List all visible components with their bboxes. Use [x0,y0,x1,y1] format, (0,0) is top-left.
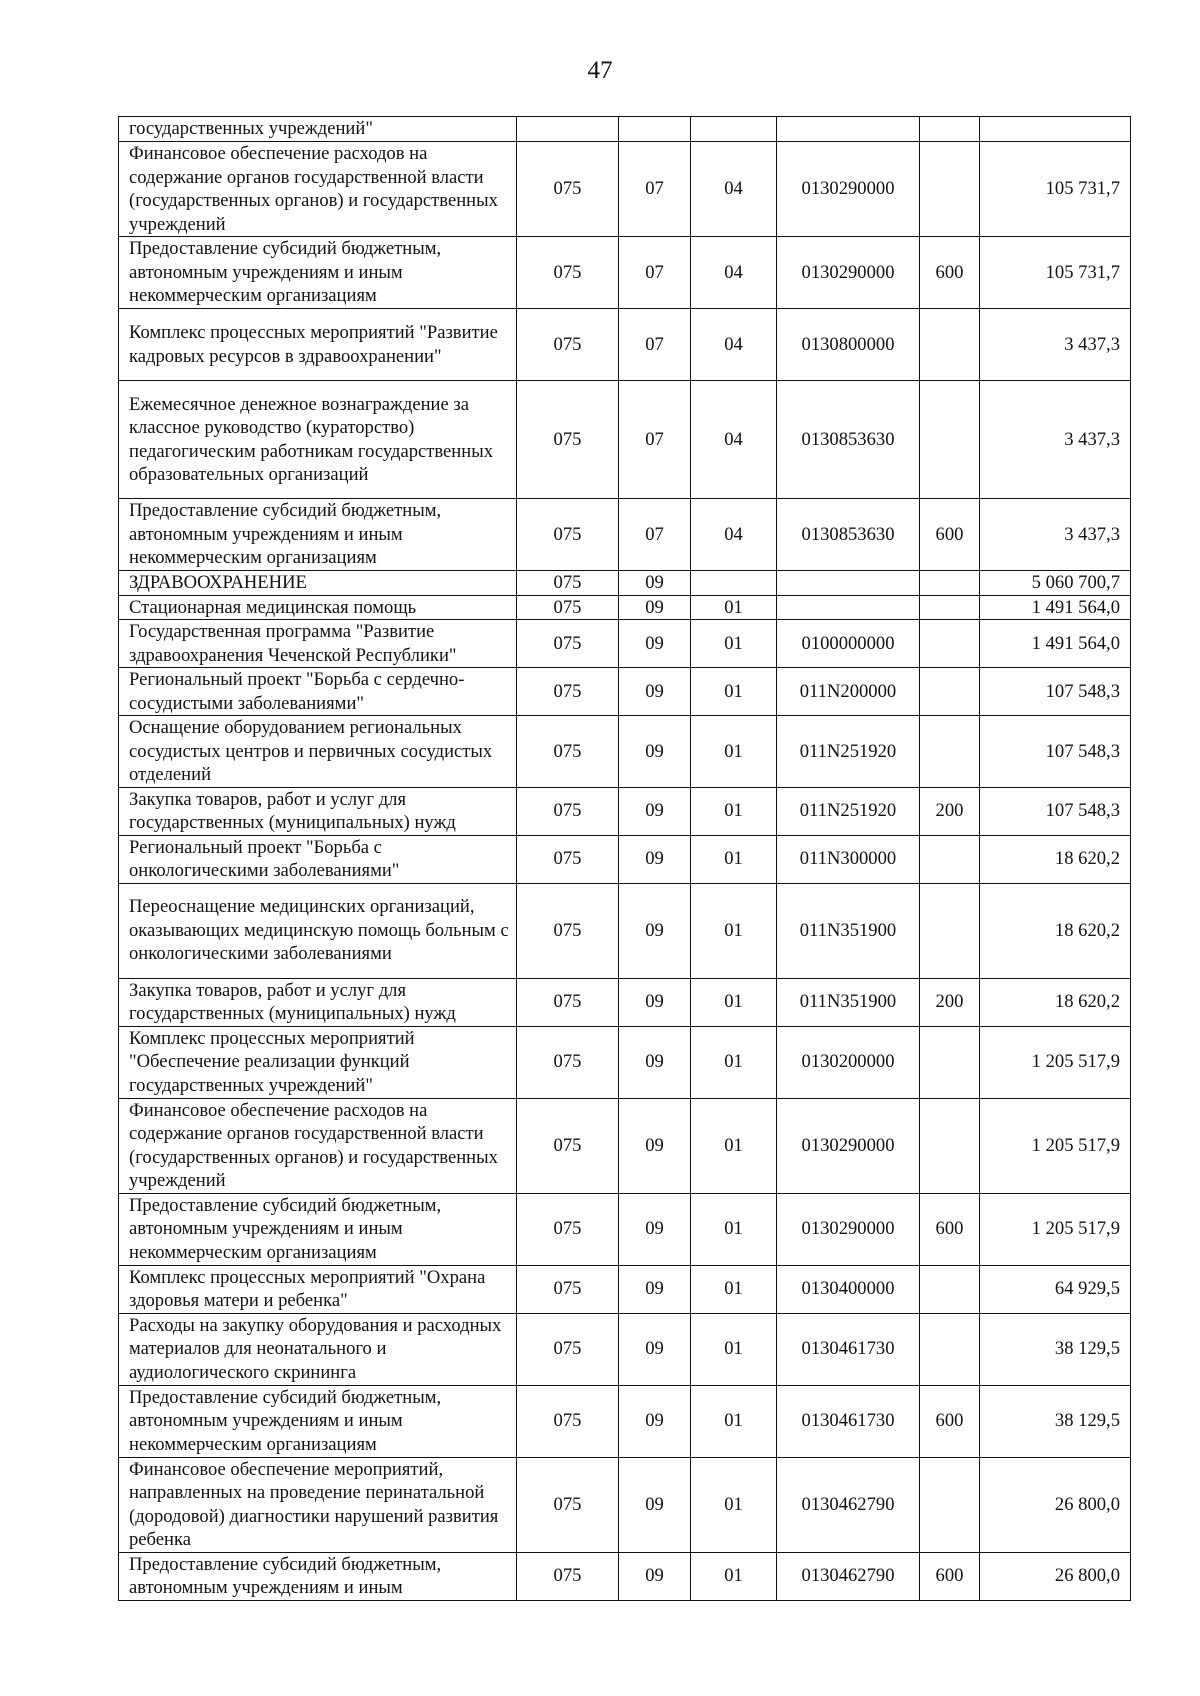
row-rz: 07 [619,237,691,309]
row-name: Комплекс процессных мероприятий "Обеспечение реализации функций государственных учреждений" [119,1026,517,1098]
row-sum: 1 205 517,9 [980,1026,1131,1098]
row-sum: 107 548,3 [980,668,1131,716]
row-vr: 200 [920,978,980,1026]
table-row [119,1265,1131,1313]
row-pr: 01 [691,1098,777,1193]
row-sum: 3 437,3 [980,309,1131,381]
row-rz: 09 [619,883,691,978]
row-pr: 01 [691,595,777,620]
row-sum: 26 800,0 [980,1457,1131,1552]
table-row [119,595,1131,620]
row-ved: 075 [517,1313,619,1385]
row-rz [619,117,691,142]
row-rz: 09 [619,1098,691,1193]
row-ved: 075 [517,668,619,716]
row-name: Стационарная медицинская помощь [119,595,517,620]
row-vr: 600 [920,499,980,571]
row-vr [920,668,980,716]
row-rz: 09 [619,1193,691,1265]
table-row [119,1098,1131,1193]
row-pr [691,571,777,596]
row-name: Предоставление субсидий бюджетным, автономным учреждениям и иным некоммерческим организациям [119,499,517,571]
row-vr [920,1457,980,1552]
row-sum: 18 620,2 [980,978,1131,1026]
row-pr: 01 [691,1313,777,1385]
row-name: Финансовое обеспечение мероприятий, направленных на проведение перинатальной (дородовой) диагностики нарушений развития ребенка [119,1457,517,1552]
row-pr: 04 [691,309,777,381]
table-row [119,142,1131,237]
row-csr: 011N300000 [777,835,920,883]
table-row [119,571,1131,596]
row-ved: 075 [517,1385,619,1457]
row-vr [920,716,980,788]
row-vr: 600 [920,237,980,309]
row-name: Региональный проект "Борьба с сердечно-сосудистыми заболеваниями" [119,668,517,716]
row-name: Комплекс процессных мероприятий "Развитие кадровых ресурсов в здравоохранении" [119,309,517,381]
row-ved: 075 [517,716,619,788]
row-csr: 0130462790 [777,1552,920,1600]
row-ved: 075 [517,835,619,883]
row-csr: 011N351900 [777,978,920,1026]
row-name: Закупка товаров, работ и услуг для государственных (муниципальных) нужд [119,978,517,1026]
row-ved: 075 [517,1457,619,1552]
row-sum: 18 620,2 [980,835,1131,883]
row-pr: 01 [691,620,777,668]
row-pr: 01 [691,1385,777,1457]
row-pr: 01 [691,668,777,716]
row-sum: 64 929,5 [980,1265,1131,1313]
row-csr: 011N251920 [777,787,920,835]
row-sum: 3 437,3 [980,499,1131,571]
table-row [119,883,1131,978]
row-rz: 09 [619,595,691,620]
row-sum: 38 129,5 [980,1385,1131,1457]
row-csr: 0130461730 [777,1313,920,1385]
row-vr [920,620,980,668]
row-sum: 1 491 564,0 [980,620,1131,668]
row-csr [777,595,920,620]
table-row [119,237,1131,309]
row-csr [777,117,920,142]
row-vr [920,1265,980,1313]
row-name: государственных учреждений" [119,117,517,142]
row-csr: 0130853630 [777,381,920,499]
row-vr: 200 [920,787,980,835]
row-sum: 105 731,7 [980,237,1131,309]
table-row [119,309,1131,381]
row-name: Комплекс процессных мероприятий "Охрана здоровья матери и ребенка" [119,1265,517,1313]
row-vr [920,381,980,499]
table-row [119,787,1131,835]
row-ved: 075 [517,142,619,237]
row-sum: 26 800,0 [980,1552,1131,1600]
row-vr: 600 [920,1385,980,1457]
row-pr: 01 [691,978,777,1026]
row-name: Региональный проект "Борьба с онкологическими заболеваниями" [119,835,517,883]
row-sum: 5 060 700,7 [980,571,1131,596]
row-rz: 09 [619,620,691,668]
table-row [119,668,1131,716]
row-ved [517,117,619,142]
row-pr: 01 [691,835,777,883]
row-rz: 09 [619,1385,691,1457]
row-vr [920,1313,980,1385]
row-vr [920,571,980,596]
row-sum: 38 129,5 [980,1313,1131,1385]
table-row [119,1313,1131,1385]
row-name: Государственная программа "Развитие здравоохранения Чеченской Республики" [119,620,517,668]
row-vr [920,835,980,883]
table-row [119,835,1131,883]
row-ved: 075 [517,237,619,309]
row-ved: 075 [517,620,619,668]
row-csr: 011N200000 [777,668,920,716]
row-rz: 07 [619,142,691,237]
row-ved: 075 [517,1552,619,1600]
table-row [119,381,1131,499]
table-row [119,1457,1131,1552]
row-ved: 075 [517,883,619,978]
table-row [119,978,1131,1026]
row-rz: 09 [619,1313,691,1385]
row-name: Предоставление субсидий бюджетным, автономным учреждениям и иным некоммерческим организациям [119,237,517,309]
row-pr: 01 [691,716,777,788]
row-vr [920,1098,980,1193]
row-vr [920,117,980,142]
row-rz: 07 [619,381,691,499]
row-rz: 09 [619,835,691,883]
row-pr: 01 [691,1193,777,1265]
row-rz: 09 [619,1265,691,1313]
row-name: Предоставление субсидий бюджетным, автономным учреждениям и иным некоммерческим организациям [119,1193,517,1265]
row-ved: 075 [517,1026,619,1098]
row-rz: 07 [619,309,691,381]
row-csr: 0130400000 [777,1265,920,1313]
table-row [119,1552,1131,1600]
table-row [119,117,1131,142]
budget-table [118,116,1131,1601]
row-name: Ежемесячное денежное вознаграждение за классное руководство (кураторство) педагогическим работникам государственных образовательных организаций [119,381,517,499]
row-ved: 075 [517,571,619,596]
row-csr: 0130800000 [777,309,920,381]
row-name: Финансовое обеспечение расходов на содержание органов государственной власти (государственных органов) и государственных учреждений [119,142,517,237]
row-name: Переоснащение медицинских организаций, оказывающих медицинскую помощь больным с онкологическими заболеваниями [119,883,517,978]
page-number: 47 [587,57,613,84]
row-name: Расходы на закупку оборудования и расходных материалов для неонатального и аудиологического скрининга [119,1313,517,1385]
table-row [119,716,1131,788]
row-ved: 075 [517,499,619,571]
row-ved: 075 [517,595,619,620]
row-vr [920,142,980,237]
row-csr: 0130290000 [777,1193,920,1265]
row-csr: 0130461730 [777,1385,920,1457]
row-rz: 09 [619,978,691,1026]
row-name: Закупка товаров, работ и услуг для государственных (муниципальных) нужд [119,787,517,835]
table-row [119,1193,1131,1265]
row-name: Финансовое обеспечение расходов на содержание органов государственной власти (государственных органов) и государственных учреждений [119,1098,517,1193]
row-pr: 01 [691,1552,777,1600]
row-csr: 011N251920 [777,716,920,788]
row-csr: 0130290000 [777,1098,920,1193]
table-row [119,1026,1131,1098]
row-csr: 0130853630 [777,499,920,571]
row-ved: 075 [517,1193,619,1265]
row-rz: 09 [619,716,691,788]
row-csr: 011N351900 [777,883,920,978]
row-rz: 07 [619,499,691,571]
row-pr: 04 [691,381,777,499]
row-sum: 1 205 517,9 [980,1193,1131,1265]
table-row [119,499,1131,571]
row-rz: 09 [619,1457,691,1552]
row-vr [920,595,980,620]
row-pr: 01 [691,787,777,835]
row-pr: 04 [691,499,777,571]
row-ved: 075 [517,787,619,835]
row-vr [920,883,980,978]
row-name: Предоставление субсидий бюджетным, автономным учреждениям и иным некоммерческим организациям [119,1385,517,1457]
row-rz: 09 [619,1026,691,1098]
row-ved: 075 [517,309,619,381]
row-name: Предоставление субсидий бюджетным, автономным учреждениям и иным [119,1552,517,1600]
row-pr: 01 [691,883,777,978]
row-sum: 18 620,2 [980,883,1131,978]
row-ved: 075 [517,1265,619,1313]
row-sum: 107 548,3 [980,787,1131,835]
row-rz: 09 [619,668,691,716]
table-row [119,1385,1131,1457]
row-vr [920,1026,980,1098]
row-csr [777,571,920,596]
row-ved: 075 [517,1098,619,1193]
table-row [119,620,1131,668]
row-vr [920,309,980,381]
row-sum [980,117,1131,142]
row-rz: 09 [619,571,691,596]
row-csr: 0130290000 [777,142,920,237]
row-name: ЗДРАВООХРАНЕНИЕ [119,571,517,596]
row-pr: 01 [691,1265,777,1313]
row-pr: 04 [691,142,777,237]
row-sum: 105 731,7 [980,142,1131,237]
row-csr: 0130290000 [777,237,920,309]
row-ved: 075 [517,978,619,1026]
row-pr: 01 [691,1026,777,1098]
row-pr: 01 [691,1457,777,1552]
row-name: Оснащение оборудованием региональных сосудистых центров и первичных сосудистых отделений [119,716,517,788]
row-ved: 075 [517,381,619,499]
row-sum: 3 437,3 [980,381,1131,499]
row-pr: 04 [691,237,777,309]
row-csr: 0100000000 [777,620,920,668]
row-sum: 107 548,3 [980,716,1131,788]
row-csr: 0130200000 [777,1026,920,1098]
row-rz: 09 [619,787,691,835]
row-sum: 1 491 564,0 [980,595,1131,620]
row-vr: 600 [920,1552,980,1600]
row-csr: 0130462790 [777,1457,920,1552]
row-rz: 09 [619,1552,691,1600]
row-pr [691,117,777,142]
row-sum: 1 205 517,9 [980,1098,1131,1193]
row-vr: 600 [920,1193,980,1265]
